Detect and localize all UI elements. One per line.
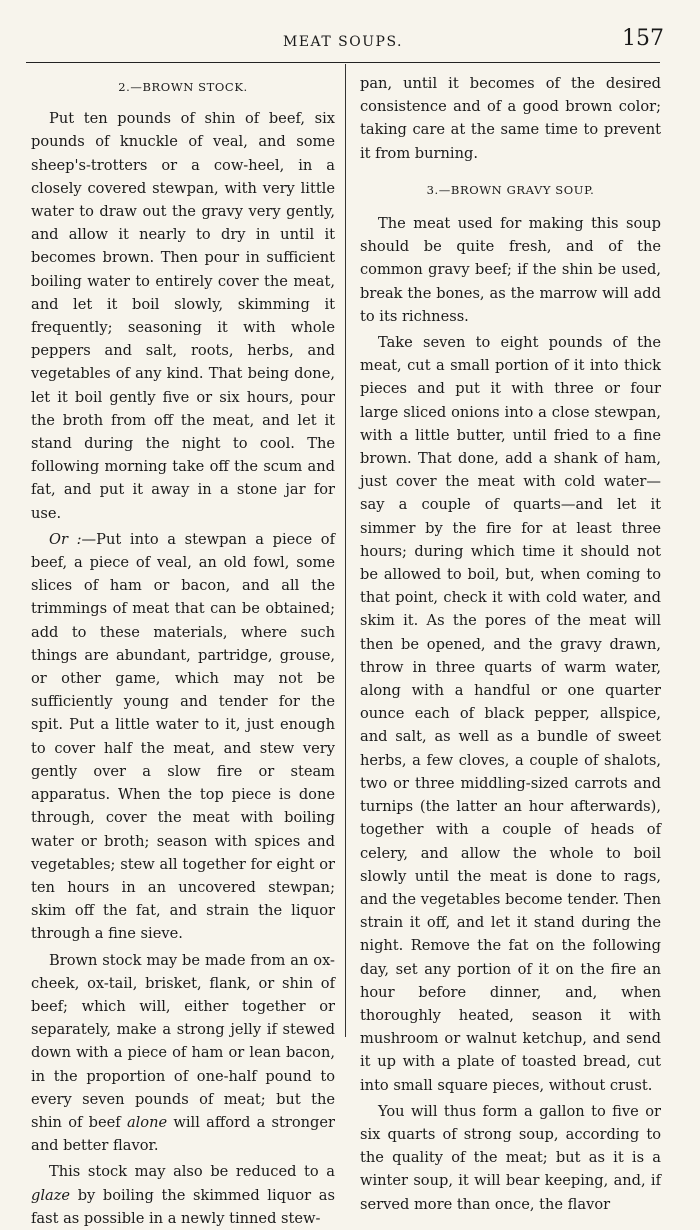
column-divider — [345, 64, 346, 1037]
paragraph-text: Brown stock may be made from an ox-cheek, ox-tail, brisket, flank, or shin of beef; which will, either together or separately, make a strong jelly if stewed down with a piece of ham or lean bacon, in the proportion of one-half pound to every seven pounds of meat; but the shin of beef — [31, 951, 335, 1131]
page-number: 157 — [622, 26, 664, 51]
paragraph: The meat used for making this soup should be quite fresh, and of the common gravy beef; if the shin be used, break the bones, as the marrow will add to its richness. — [360, 215, 661, 325]
header-rule — [26, 62, 660, 63]
paragraph: Put ten pounds of shin of beef, six pounds of knuckle of veal, and some sheep's-trotters or a cow-heel, in a closely covered stewpan, with very little water to draw out the gravy very gently, and allow it nearly to dry in until it becomes brown. Then pour in sufficient boiling water to entirely cover the meat, and let it boil slowly, skimming it frequently; seasoning it with whole peppers and salt, roots, herbs, and vegetables of any kind. That being done, let it boil gently five or six hours, pour the broth from off the meat, and let it stand during the night to cool. The following morning take off the scum and fat, and put it away in a stone jar for use. — [31, 110, 335, 522]
left-column — [31, 72, 335, 1230]
section-title-brown-gravy-soup: 3.—BROWN GRAVY SOUP. — [426, 182, 595, 197]
paragraph — [31, 1160, 335, 1230]
paragraph-text: by boiling the skimmed liquor as fast as possible in a newly tinned stew- — [31, 1186, 335, 1227]
emphasis: glaze — [31, 1186, 71, 1204]
emphasis: alone — [126, 1113, 168, 1131]
paragraph-text: —Put into a stewpan a piece of beef, a piece of veal, an old fowl, some slices of ham or bacon, and all the trimmings of meat that can be obtained; add to these materials, where such things are abundant, partridge, grouse, or other game, which may not be sufficiently young and tender for the spit. Put a little water to it, just enough to cover half the meat, and stew very gently over a slow fire or steam apparatus. When the top piece is done through, cover the meat with boiling water or broth; season with spices and vegetables; stew all together for eight or ten hours in an uncovered stewpan; skim off the fat, and strain the liquor through a fine sieve. — [31, 530, 335, 943]
paragraph: Take seven to eight pounds of the meat, cut a small portion of it into thick pieces and put it with three or four large sliced onions into a close stewpan, with a little butter, until fried to a fine brown. That done, add a shank of ham, just cover the meat with cold water—say a couple of quarts—and let it simmer by the fire for at least three hours; during which time it should not be allowed to boil, but, when coming to that point, check it with cold water, and skim it. As the pores of the meat will then be opened, and the gravy drawn, throw in three quarts of warm water, along with a handful or one quarter ounce each of black pepper, allspice, and salt, as well as a bundle of sweet herbs, a few cloves, a couple of shalots, two or three middling-sized carrots and turnips (the latter an hour afterwards), together with a couple of heads of celery, and allow the whole to boil slowly until the meat is done to rags, and the vegetables become tender. Then strain it off, and let it stand during the night. Remove the fat on the following day, set any portion of it on the fire an hour before dinner, and, when thoroughly heated, season it with mushroom or walnut ketchup, and send it up with a plate of toasted bread, cut into small square pieces, without crust. — [360, 334, 661, 1094]
section-title-brown-stock: 2.—BROWN STOCK. — [118, 80, 248, 94]
paragraph — [31, 528, 335, 946]
running-title: MEAT SOUPS. — [282, 34, 404, 50]
paragraph-text: This stock may also be reduced to a — [49, 1163, 335, 1181]
paragraph-text: will afford a stronger and better flavor. — [31, 1113, 335, 1155]
alternate-lead: Or : — [49, 530, 82, 548]
paragraph: You will thus form a gallon to five or six quarts of strong soup, according to the quality of the meat; but as it is a winter soup, it will bear keeping, and, if served more than once, the flavor — [360, 1102, 661, 1213]
right-column — [360, 72, 661, 1216]
paragraph-continued: pan, until it becomes of the desired consistence and of a good brown color; taking care at the same time to prevent it from burning. — [360, 75, 661, 162]
running-head — [22, 26, 664, 56]
paragraph — [31, 949, 335, 1158]
